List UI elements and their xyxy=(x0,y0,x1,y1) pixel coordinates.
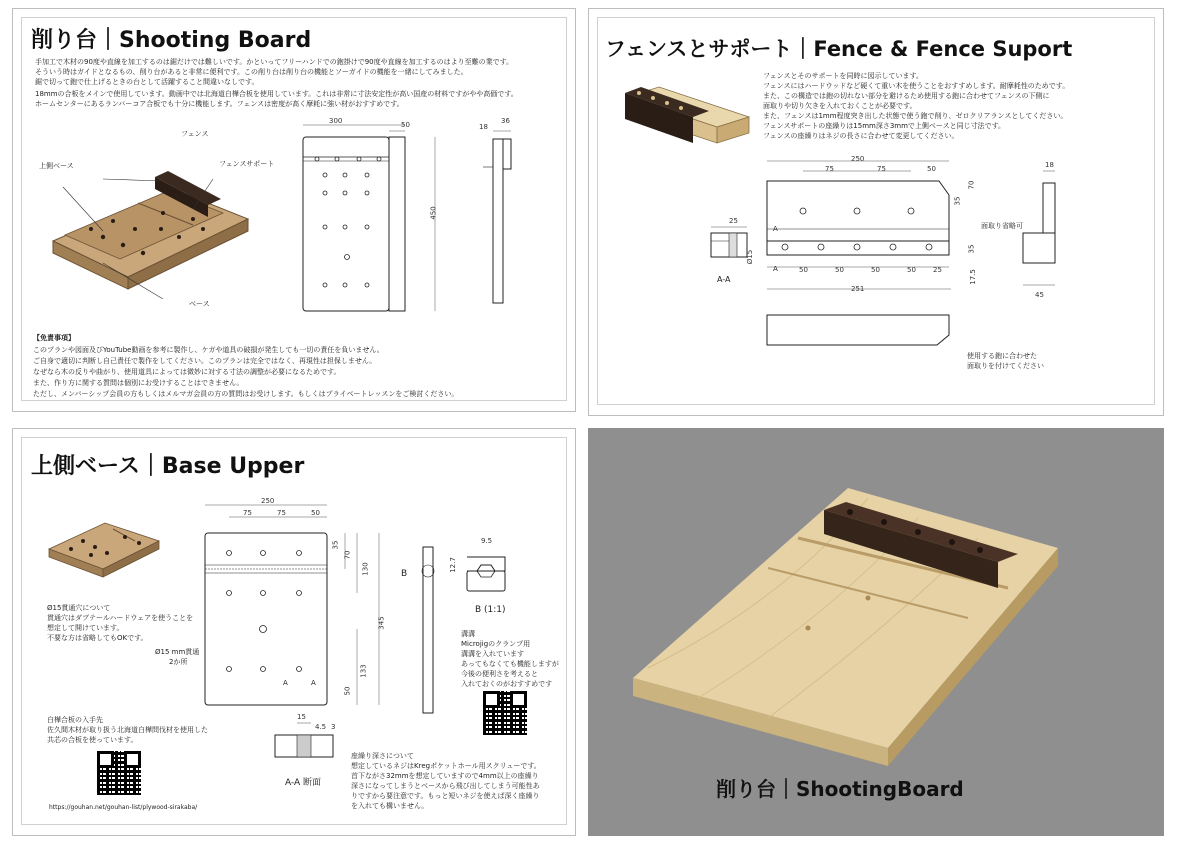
base-dim-75b: 75 xyxy=(277,509,286,517)
base-upper-plan xyxy=(189,495,389,715)
fence-dim-b50a: 50 xyxy=(799,266,808,274)
fence-dim-45: 45 xyxy=(1035,291,1044,299)
sheet-fence xyxy=(588,8,1164,416)
fence-dim-25: 25 xyxy=(729,217,738,225)
dim-300: 300 xyxy=(329,117,343,125)
fence-chamfer-view xyxy=(759,311,959,351)
label-base-upper: 上側ベース xyxy=(39,162,74,170)
base-dim-250: 250 xyxy=(261,497,275,505)
base-dim-9-5: 9.5 xyxy=(481,537,493,545)
fence-dim-35: 35 xyxy=(953,196,962,206)
sheet1-intro-1: 手加工で木材の90度や直線を加工するのは鋸だけでは難しいです。かといってフリーハンドでの鉋掛けで90度や直線を加工するのはより至難の業です。 xyxy=(35,58,514,66)
board-iso-drawing xyxy=(43,159,263,299)
wood-1: 佐久間木材が取り扱う北海道白樺問伐材を使用した xyxy=(47,726,208,734)
counter-title: 座繰り深さについて xyxy=(351,752,414,760)
fence-dim-251: 251 xyxy=(851,285,865,293)
sheet2-intro-2: フェンスにはハードウッドなど硬くて重い木を使うことをおすすめします。耐摩耗性のためです。 xyxy=(763,82,1070,90)
groove-3: あってもなくても機能しますが xyxy=(461,660,559,668)
counter-1: 想定しているネジはKregポケットホール用スクリューです。 xyxy=(351,762,541,770)
aa-marker-2: A xyxy=(311,679,316,687)
fence-a-bottom: A xyxy=(773,265,778,273)
fence-elevation xyxy=(759,151,962,301)
base-dim-345: 345 xyxy=(377,616,386,630)
render-panel xyxy=(588,428,1164,836)
wood-url[interactable]: https://gouhan.net/gouhan-list/plywood-sirakaba/ xyxy=(49,804,198,811)
groove-2: 溝溝を入れています xyxy=(461,650,524,658)
fence-section-aa xyxy=(705,223,755,273)
label-fence-support: フェンスサポート xyxy=(219,160,275,168)
counter-3: 深さになってしまうとベースから飛び出してしまう可能性あ xyxy=(351,782,540,790)
fence-dim-b50b: 50 xyxy=(835,266,844,274)
sheet2-title: フェンスとサポート｜Fence & Fence Suport xyxy=(605,37,1073,61)
wood-2: 共芯の合板を使っています。 xyxy=(47,736,138,744)
sheet1-intro-5: ホームセンターにあるランバーコア合板でも十分に機能します。フェンスは密度が高く摩耗に強い材がおすすめです。 xyxy=(35,100,404,108)
base-dim-133: 133 xyxy=(359,664,368,678)
base-upper-iso xyxy=(43,511,163,581)
groove-title: 溝溝 xyxy=(461,630,475,638)
fence-dim-t18: 18 xyxy=(1045,161,1054,169)
fence-side-profile xyxy=(1017,159,1067,299)
sheet2-intro-7: フェンスの座繰りはネジの長さに合わせて変更してください。 xyxy=(763,132,959,140)
disclaimer-1: このプランや図面及びYouTube動画を参考に製作し、ケガや道具の破損が発生しても一切の責任を負いません。 xyxy=(33,346,384,354)
board-side-view xyxy=(475,127,525,307)
sheet-shooting-board xyxy=(12,8,576,412)
base-dim-35: 35 xyxy=(331,540,340,550)
sheet1-intro-3: 鋸で切って鉋で仕上げるときの台として活躍すること間違いなしです。 xyxy=(35,78,259,86)
fence-section-label: A-A xyxy=(717,275,731,284)
groove-4: 今後の便利さを考えると xyxy=(461,670,538,678)
disclaimer-5: ただし、メンバーシップ会員の方もしくはメルマガ会員の方の質問はお受けします。もしくはプライベートレッスンをご検討ください。 xyxy=(33,390,459,398)
base-dim-3: 3 xyxy=(331,723,336,731)
base-dim-12-7: 12.7 xyxy=(448,557,457,573)
disclaimer-2: ご自身で適切に判断し自己責任で製作をしてください。このプランは完全ではなく、再現性は担保しません。 xyxy=(33,357,377,365)
base-dim-50: 50 xyxy=(311,509,320,517)
fence-dim-b50d: 50 xyxy=(907,266,916,274)
disclaimer-title: 【免責事項】 xyxy=(33,334,75,342)
fence-dim-d15: Ø15 xyxy=(746,249,755,265)
dim-50: 50 xyxy=(401,121,410,129)
base-dim-4-5: 4.5 xyxy=(315,723,327,731)
base-dim-130: 130 xyxy=(361,562,370,576)
fence-note-2: 面取りを付けてください xyxy=(967,362,1044,370)
fence-a-top: A xyxy=(773,225,778,233)
qr-code-groove[interactable] xyxy=(483,691,527,735)
sheet2-intro-4: 面取りや切り欠きを入れておくことが必要です。 xyxy=(763,102,917,110)
counter-4: りですから要注意です。もっと短いネジを使えば深く座繰り xyxy=(351,792,540,800)
counter-5: を入れても構いません。 xyxy=(351,802,429,810)
dim-36: 36 xyxy=(501,117,510,125)
base-dim-15: 15 xyxy=(297,713,306,721)
hole-note-2: 想定して開けています。 xyxy=(47,624,124,632)
groove-5: 入れておくのがおすすめです xyxy=(461,680,553,688)
sheet1-title: 削り台｜Shooting Board xyxy=(31,28,312,53)
hole-label-2: 2か所 xyxy=(169,658,188,666)
hole-label-1: Ø15 mm貫通 xyxy=(155,648,200,656)
aa-marker-1: A xyxy=(283,679,288,687)
fence-dim-b25: 25 xyxy=(933,266,942,274)
disclaimer-4: また、作り方に関する質問は個別にお受けすることはできません。 xyxy=(33,379,244,387)
detail-b-title: B (1:1) xyxy=(475,605,506,615)
counter-2: 首下ながさ32mmを想定していますので4mm以上の座繰り xyxy=(351,772,539,780)
hole-note-3: 不要な方は省略してもOKです。 xyxy=(47,634,148,642)
wood-title: 白樺合板の入手先 xyxy=(47,716,103,724)
fence-dim-17-5: 17.5 xyxy=(968,269,977,285)
fence-dim-250: 250 xyxy=(851,155,865,163)
sheet2-intro-6: フェンスサポートの座繰りは15mm深さ3mmで上側ベースと同じ寸法です。 xyxy=(763,122,1006,130)
base-dim-75a: 75 xyxy=(243,509,252,517)
disclaimer-3: なぜなら木の反りや曲がり、使用道具によっては微妙に対する寸法の調整が必要になるためです。 xyxy=(33,368,341,376)
base-dim-50b: 50 xyxy=(343,686,352,696)
fence-dim-50: 50 xyxy=(927,165,936,173)
fence-note-1: 使用する鉋に合わせた xyxy=(967,352,1037,360)
board-top-view xyxy=(297,117,447,317)
sheet2-intro-3: また、この構造では鉋の切れない部分を避けるため使用する鉋に合わせてフェンスの下側に xyxy=(763,92,1050,100)
sheet2-intro-1: フェンスとそのサポートを同時に図示しています。 xyxy=(763,72,923,80)
fence-note-chamfer: 面取り省略可 xyxy=(981,222,1023,230)
detail-b-marker: B xyxy=(401,569,408,579)
label-fence: フェンス xyxy=(181,130,209,138)
sheet-base-upper xyxy=(12,428,576,836)
base-upper-side xyxy=(413,537,533,717)
fence-iso-drawing xyxy=(619,83,759,173)
sheet3-title: 上側ベース｜Base Upper xyxy=(31,454,305,479)
hole-note-title: Ø15貫通穴について xyxy=(47,604,111,612)
fence-dim-70: 70 xyxy=(967,180,976,190)
fence-dim-b50c: 50 xyxy=(871,266,880,274)
sheet1-intro-4: 18mmの合板をメインで使用しています。動画中では北海道白樺合板を使用しています。これは非常に寸法安定性が高い国産の材料ですがやや高価です。 xyxy=(35,90,518,98)
base-section-label: A-A 断面 xyxy=(285,778,322,788)
render-caption: 削り台｜ShootingBoard xyxy=(716,777,964,801)
qr-code-wood[interactable] xyxy=(97,751,141,795)
sheet2-intro-5: また、フェンスは1mm程度突き出した状態で使う鉋で削り、ゼロクリアランスとしてください。 xyxy=(763,112,1068,120)
sheet1-intro-2: そういう時はガイドとなるもの、削り台があると非常に便利です。この削り台は削り台の機能とソーガイドの機能を一緒にしてみました。 xyxy=(35,68,468,76)
base-dim-70: 70 xyxy=(343,550,352,560)
fence-dim-75b: 75 xyxy=(877,165,886,173)
label-base: ベース xyxy=(189,300,210,308)
groove-1: Microjigのクランプ用 xyxy=(461,640,531,648)
dim-450: 450 xyxy=(429,206,438,220)
hole-note-1: 貫通穴はダブテールハードウェアを使うことを xyxy=(47,614,194,622)
fence-dim-35b: 35 xyxy=(967,244,976,254)
fence-dim-75a: 75 xyxy=(825,165,834,173)
dim-18: 18 xyxy=(479,123,488,131)
